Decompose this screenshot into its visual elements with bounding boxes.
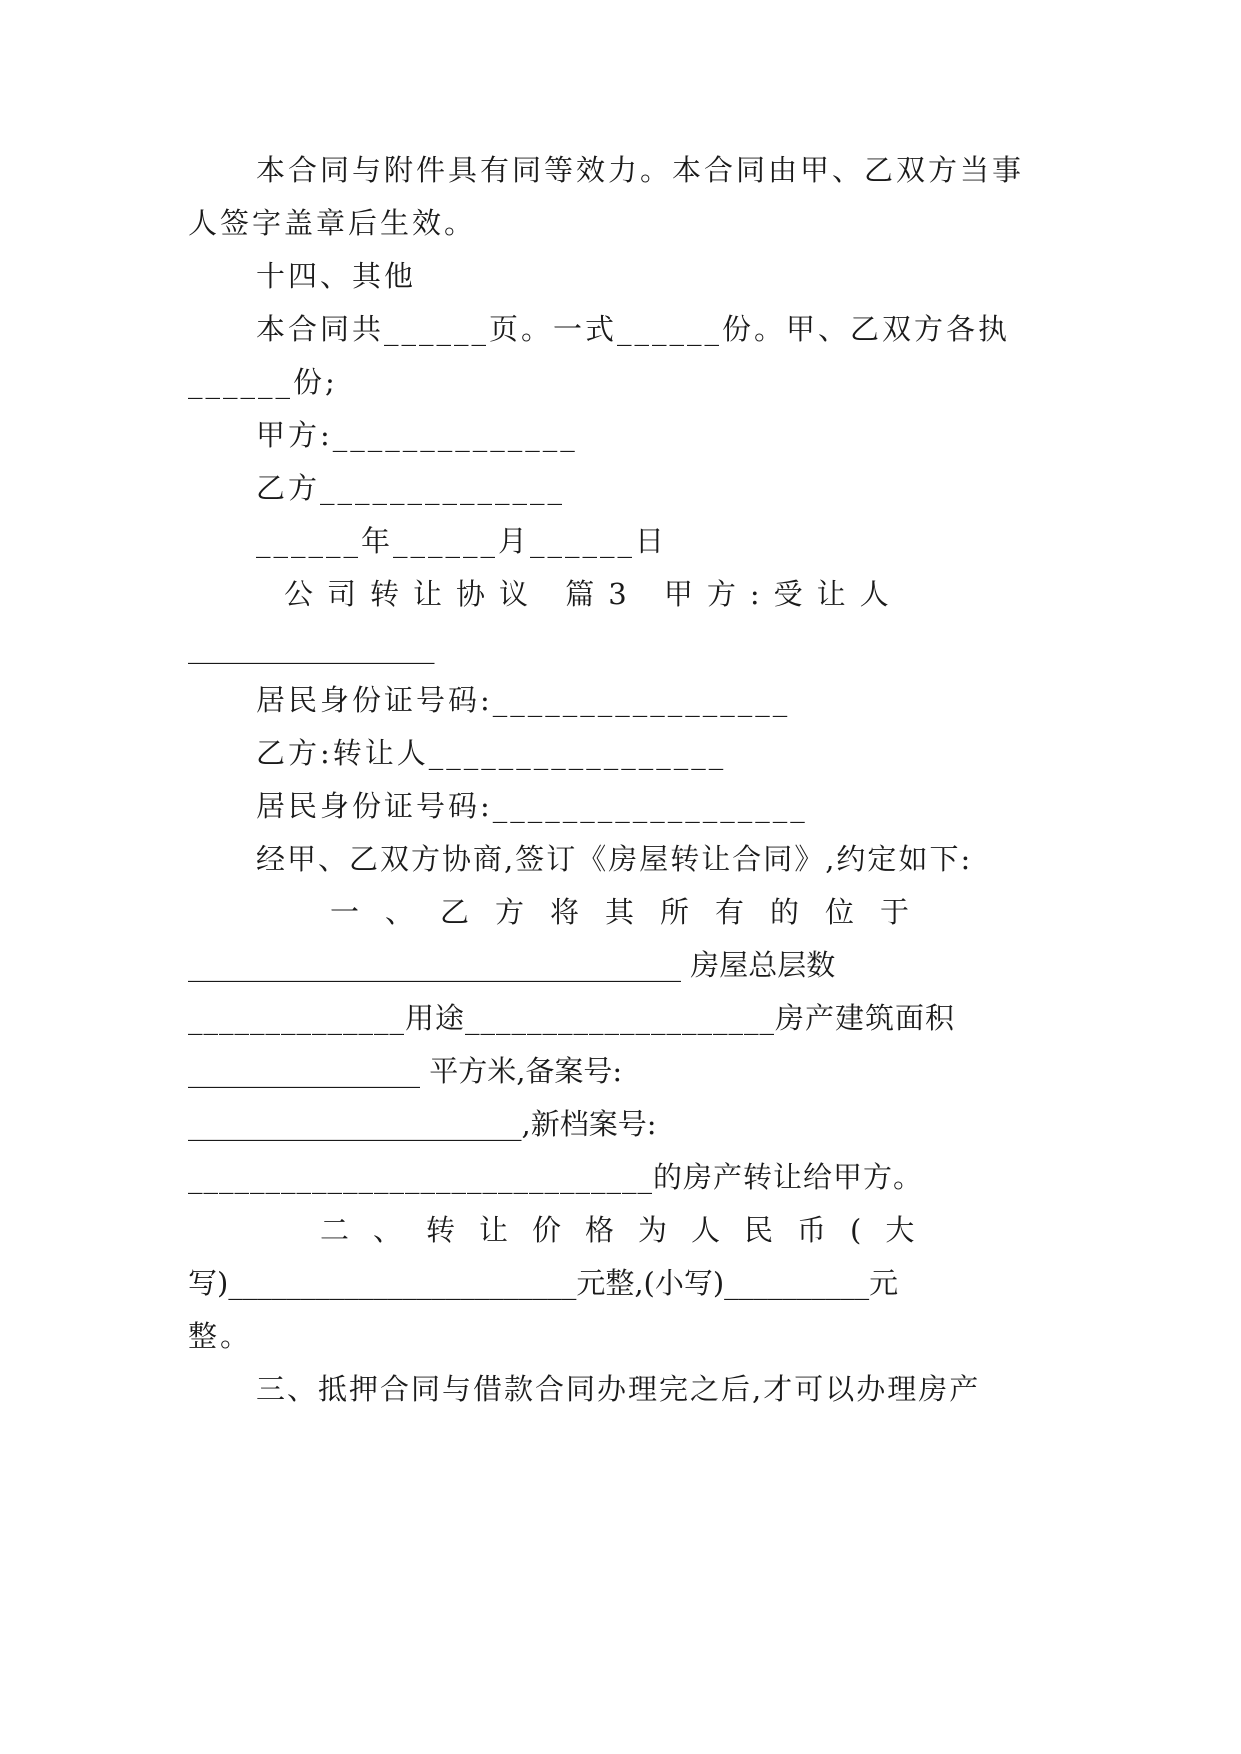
text-line: ______________用途____________________房产建筑面积: [188, 1001, 956, 1035]
text-line: 本合同与附件具有同等效力。本合同由甲、乙双方当事: [256, 153, 1025, 187]
price-line: 写)________________________元整,(小写)__________元: [188, 1266, 899, 1300]
agreement-title-line: 公司转让协议 篇3 甲方:受让人: [284, 577, 903, 611]
date-line: ______年______月______日: [256, 524, 668, 558]
text-line: ______份;: [188, 365, 338, 399]
text-line: 本合同共______页。一式______份。甲、乙双方各执: [256, 312, 1011, 346]
id-number-line: 居民身份证号码:__________________: [256, 789, 808, 823]
text-line: 经甲、乙双方协商,签订《房屋转让合同》,约定如下:: [256, 842, 973, 876]
clause-three-line: 三、抵押合同与借款合同办理完之后,才可以办理房产: [256, 1372, 981, 1406]
section-heading: 十四、其他: [256, 259, 417, 293]
text-line: 整。: [188, 1319, 253, 1353]
transferor-line: 乙方:转让人_________________: [256, 736, 727, 770]
id-number-line: 居民身份证号码:_________________: [256, 683, 791, 717]
party-b-line: 乙方______________: [256, 471, 566, 505]
party-a-line: 甲方:______________: [256, 418, 578, 452]
clause-two-line: 二、转让价格为人民币(大: [320, 1213, 939, 1247]
text-line: ________________ 平方米,备案号:: [188, 1054, 623, 1088]
clause-one-line: 一、乙方将其所有的位于: [330, 895, 936, 929]
text-line: __________________________________ 房屋总层数: [188, 948, 836, 982]
text-line: _________________: [188, 630, 435, 664]
text-line: ______________________________的房产转让给甲方。: [188, 1160, 924, 1194]
text-line: _______________________,新档案号:: [188, 1107, 657, 1141]
text-line: 人签字盖章后生效。: [188, 206, 477, 240]
